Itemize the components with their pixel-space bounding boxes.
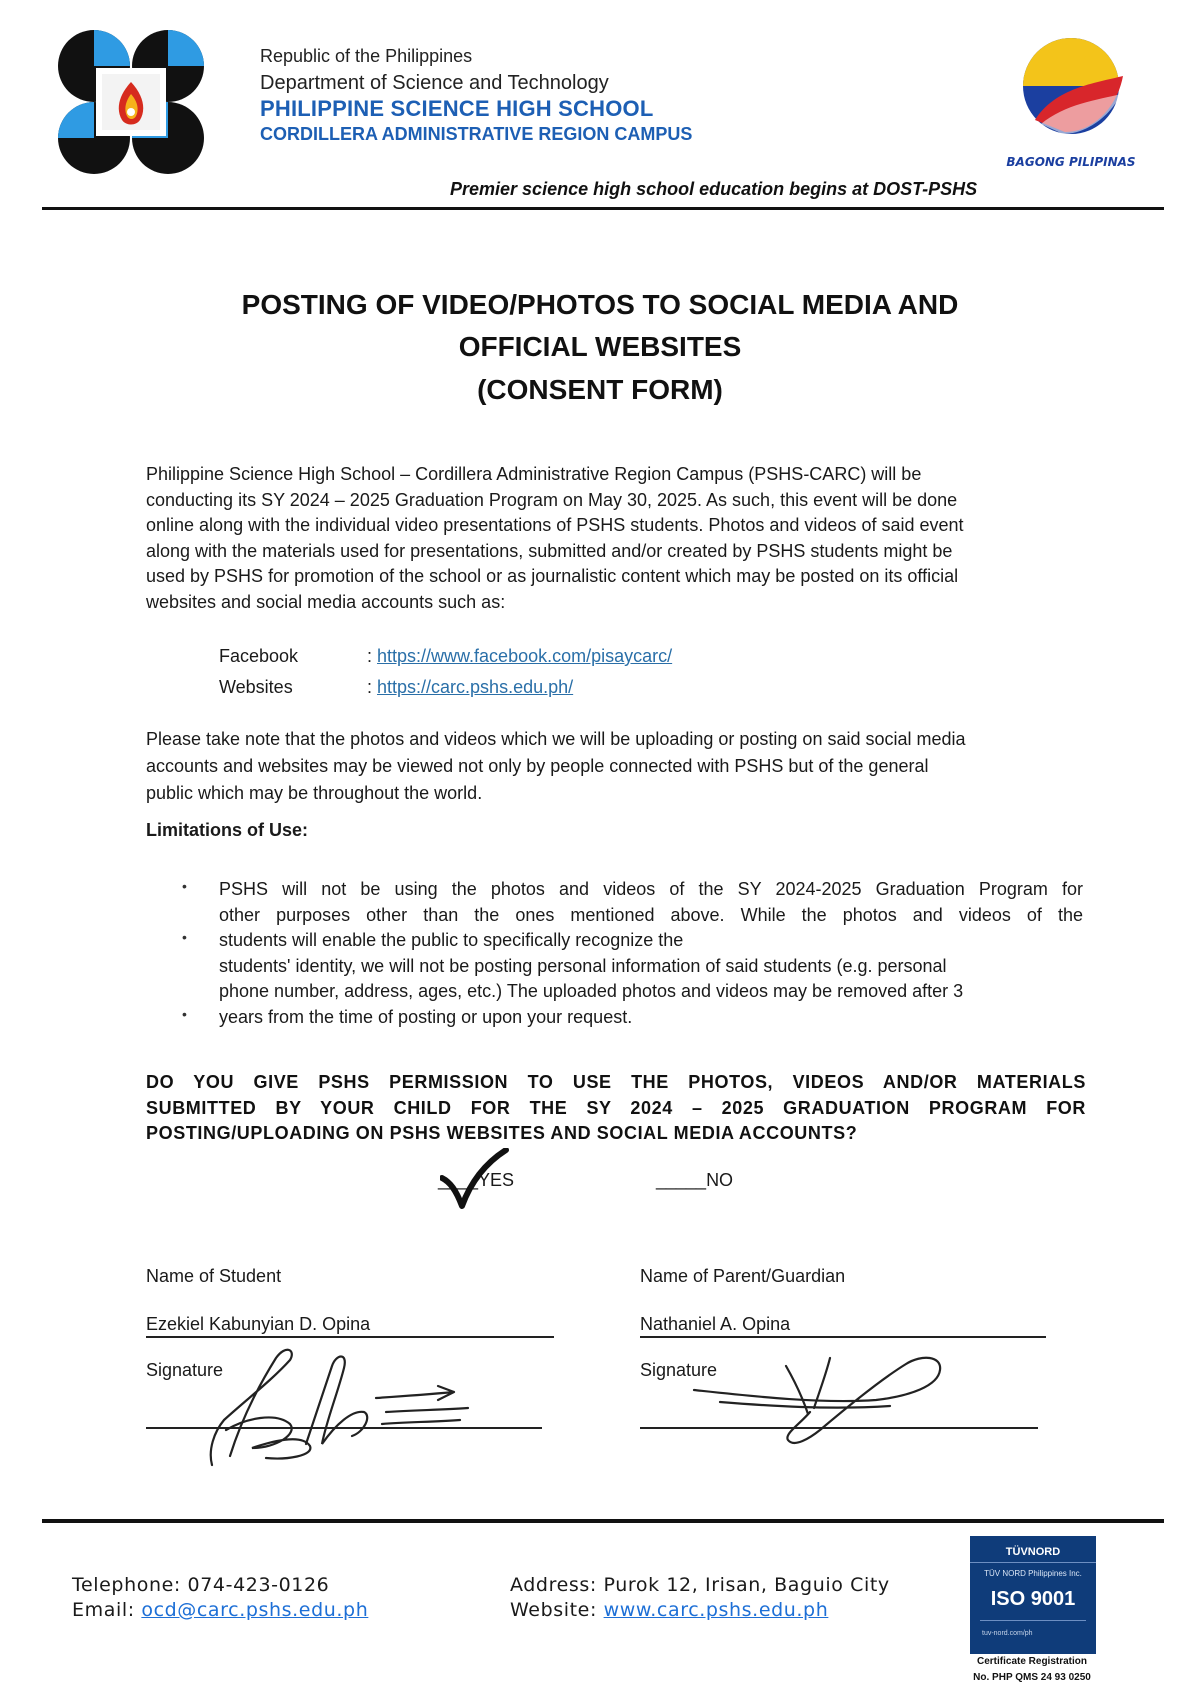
- note-line: Please take note that the photos and videos which we will be uploading or posting on said social media: [146, 729, 966, 749]
- pshs-logo: [56, 30, 206, 175]
- telephone-label: Telephone:: [72, 1574, 188, 1596]
- header-republic: Republic of the Philippines: [260, 46, 473, 66]
- student-name-label: Name of Student: [146, 1266, 282, 1286]
- student-name-line: [146, 1336, 554, 1338]
- header-department: Department of Science and Technology: [260, 72, 609, 94]
- question-line: DO YOU GIVE PSHS PERMISSION TO USE THE PHOTOS, VIDEOS AND/OR MATERIALS: [146, 1072, 1086, 1092]
- email-link[interactable]: ocd@carc.pshs.edu.ph: [141, 1599, 369, 1621]
- bagong-pilipinas-logo: [1005, 28, 1145, 168]
- checkmark-icon: [440, 1148, 510, 1210]
- header-campus: CORDILLERA ADMINISTRATIVE REGION CAMPUS: [260, 124, 693, 144]
- permission-question: [146, 1070, 1086, 1147]
- header-divider: [42, 207, 1164, 210]
- iso-certification-badge: [970, 1536, 1096, 1654]
- link-row-websites: [219, 677, 819, 701]
- link-separator: :: [367, 646, 378, 666]
- cert-divider: [980, 1620, 1086, 1621]
- student-name: Ezekiel Kabunyian D. Opina: [146, 1314, 371, 1334]
- note-line: public which may be throughout the world.: [146, 783, 483, 803]
- student-signature: [206, 1340, 506, 1470]
- cert-divider: [970, 1562, 1096, 1563]
- no-label: NO: [706, 1170, 734, 1190]
- intro-line: online along with the individual video presentations of PSHS students. Photos and videos of said event: [146, 515, 964, 535]
- yes-label: YES: [478, 1170, 515, 1190]
- yes-blank: ____: [438, 1170, 479, 1190]
- intro-line: websites and social media accounts such as:: [146, 591, 506, 612]
- note-line: accounts and websites may be viewed not only by people connected with PSHS but of the general: [146, 756, 929, 776]
- cert-brand: TÜVNORD: [1005, 1546, 1061, 1558]
- address-value: Purok 12, Irisan, Baguio City: [603, 1574, 890, 1596]
- limitations-line: other purposes other than the ones mentioned above. While the photos and videos of the: [219, 904, 1083, 925]
- limitations-list: [219, 877, 1083, 1030]
- bullet-marker: •: [182, 878, 187, 894]
- intro-line: used by PSHS for promotion of the school or as journalistic content which may be posted on its official: [146, 566, 959, 586]
- question-line: SUBMITTED BY YOUR CHILD FOR THE SY 2024 – 2025 GRADUATION PROGRAM FOR: [146, 1097, 1086, 1118]
- footer-address: [510, 1574, 890, 1596]
- footer-website: [510, 1599, 828, 1621]
- cert-registration-label: Certificate Registration: [976, 1656, 1088, 1667]
- website-link[interactable]: https://carc.pshs.edu.ph/: [377, 677, 574, 697]
- intro-paragraph: [146, 462, 1086, 615]
- intro-line: along with the materials used for presentations, submitted and/or created by PSHS students might be: [146, 540, 953, 561]
- bullet-marker: •: [182, 929, 187, 945]
- student-signature-label: Signature: [146, 1360, 224, 1380]
- link-label-websites: Websites: [219, 677, 293, 697]
- question-line: POSTING/UPLOADING ON PSHS WEBSITES AND SOCIAL MEDIA ACCOUNTS?: [146, 1123, 858, 1143]
- intro-line: Philippine Science High School – Cordillera Administrative Region Campus (PSHS-CARC) will be: [146, 464, 922, 484]
- limitations-line: years from the time of posting or upon your request.: [219, 1006, 633, 1027]
- website-footer-link[interactable]: www.carc.pshs.edu.ph: [603, 1599, 829, 1621]
- limitations-line: PSHS will not be using the photos and videos of the SY 2024-2025 Graduation Program for: [219, 879, 1083, 899]
- title-line-3: (CONSENT FORM): [477, 374, 723, 405]
- website-label: Website:: [510, 1599, 604, 1621]
- footer-email: [72, 1599, 368, 1621]
- limitations-heading: Limitations of Use:: [146, 820, 309, 840]
- telephone-number: 074-423-0126: [187, 1574, 330, 1596]
- bagong-pilipinas-text: BAGONG PILIPINAS: [1006, 155, 1136, 168]
- link-separator: :: [367, 677, 378, 697]
- cert-company: TÜV NORD Philippines Inc.: [984, 1569, 1082, 1578]
- cert-small: tuv-nord.com/ph: [982, 1630, 1033, 1637]
- parent-name: Nathaniel A. Opina: [640, 1314, 791, 1334]
- no-blank: _____: [656, 1170, 707, 1190]
- parent-name-label: Name of Parent/Guardian: [640, 1266, 846, 1286]
- note-paragraph: [146, 726, 1086, 807]
- parent-name-line: [640, 1336, 1046, 1338]
- address-label: Address:: [510, 1574, 604, 1596]
- link-label-facebook: Facebook: [219, 646, 299, 666]
- intro-line: conducting its SY 2024 – 2025 Graduation Program on May 30, 2025. As such, this event will be done: [146, 489, 958, 510]
- parent-signature-label: Signature: [640, 1360, 718, 1380]
- header-school: PHILIPPINE SCIENCE HIGH SCHOOL: [260, 96, 654, 121]
- limitations-line: students will enable the public to specifically recognize the: [219, 930, 684, 950]
- limitations-line: students' identity, we will not be posting personal information of said students (e.g. personal: [219, 955, 947, 976]
- email-label: Email:: [72, 1599, 142, 1621]
- parent-signature: [690, 1350, 960, 1450]
- limitations-line: phone number, address, ages, etc.) The uploaded photos and videos may be removed after 3: [219, 981, 964, 1001]
- footer-divider: [42, 1519, 1164, 1523]
- footer-telephone: [72, 1574, 329, 1596]
- bullet-marker: •: [182, 1006, 187, 1022]
- facebook-link[interactable]: https://www.facebook.com/pisaycarc/: [377, 646, 673, 666]
- title-line-2: OFFICIAL WEBSITES: [458, 331, 742, 362]
- cert-iso: ISO 9001: [990, 1588, 1076, 1610]
- no-option[interactable]: [656, 1170, 733, 1191]
- cert-registration-number: No. PHP QMS 24 93 0250: [973, 1672, 1091, 1683]
- tagline: Premier science high school education begins at DOST-PSHS: [450, 179, 978, 199]
- title-line-1: POSTING OF VIDEO/PHOTOS TO SOCIAL MEDIA AND: [241, 289, 959, 320]
- link-row-facebook: [219, 646, 819, 670]
